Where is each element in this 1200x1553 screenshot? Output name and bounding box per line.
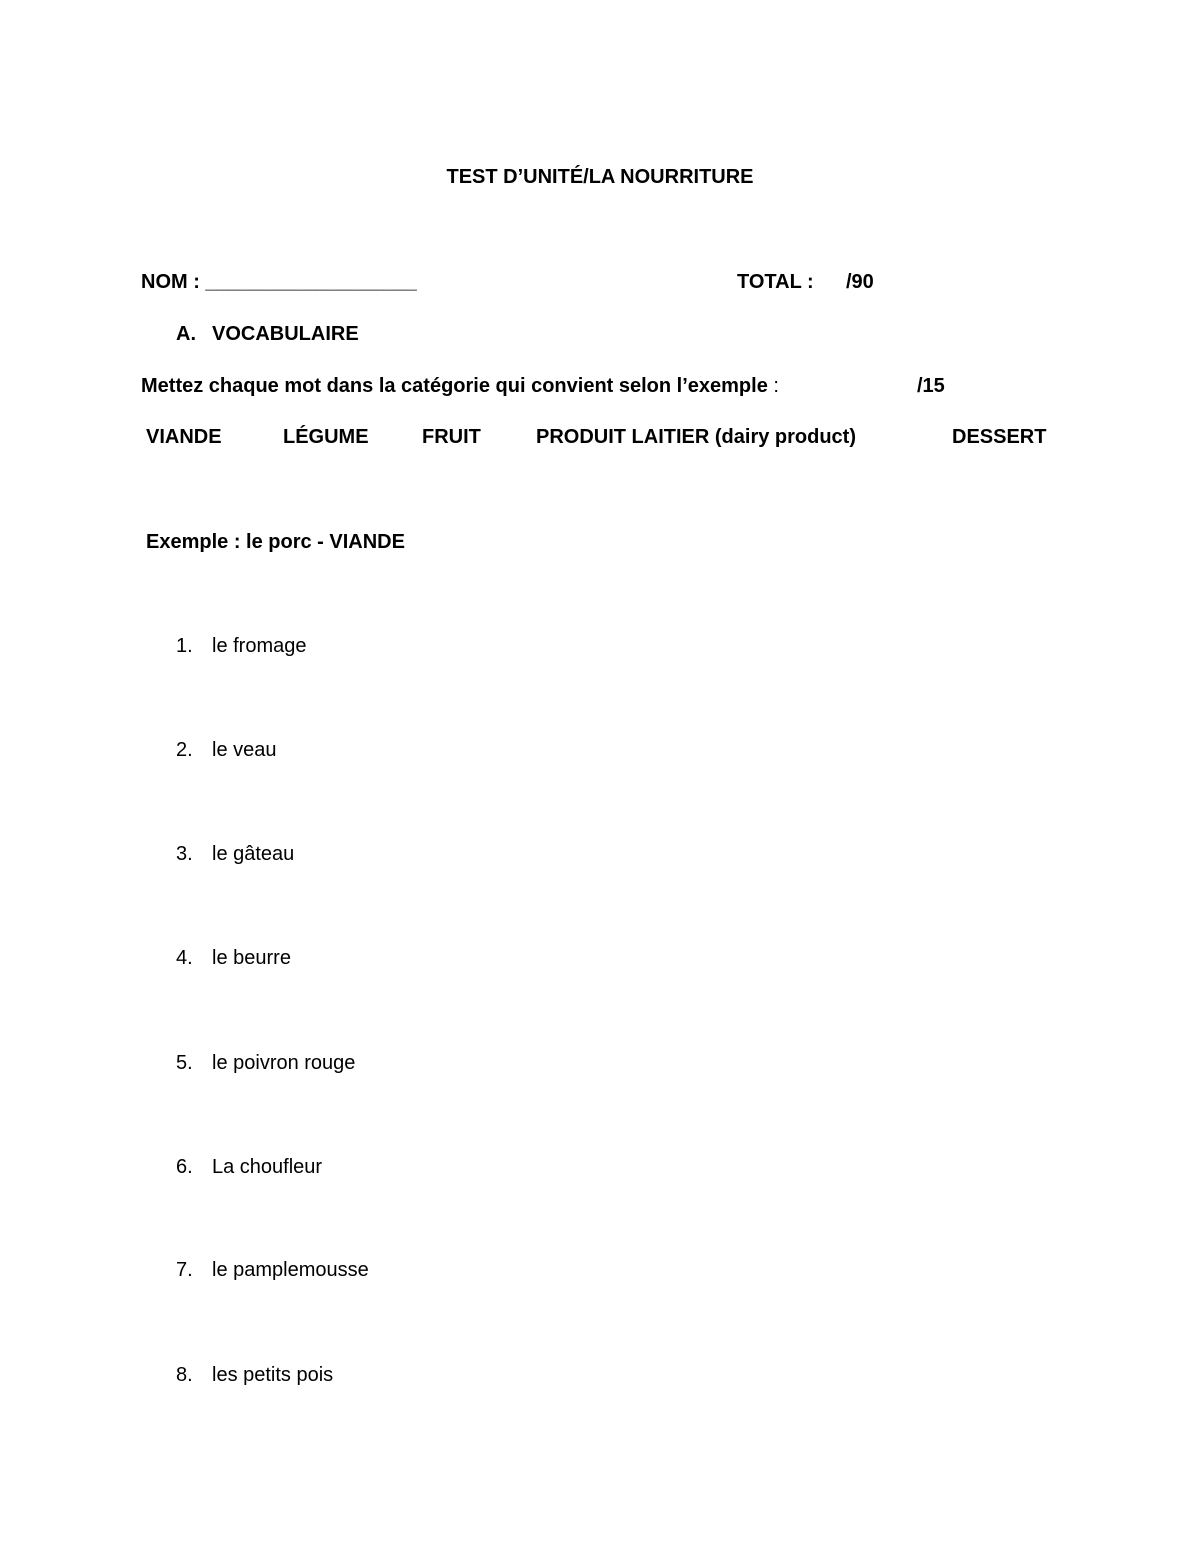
list-item-text: les petits pois [212,1364,334,1386]
category-legume: LÉGUME [283,426,369,448]
list-item-number: 8. [176,1364,193,1386]
category-produit-laitier: PRODUIT LAITIER (dairy product) [536,426,856,448]
list-item-text: le fromage [212,635,307,657]
category-viande: VIANDE [146,426,222,448]
list-item-text: le poivron rouge [212,1052,356,1074]
list-item-number: 5. [176,1052,193,1074]
list-item-number: 2. [176,739,193,761]
list-item-number: 4. [176,947,193,969]
list-item [176,1364,333,1387]
list-item [176,739,277,762]
list-item-text: le pamplemousse [212,1259,369,1281]
list-item-text: le veau [212,739,277,761]
instruction-colon: : [773,375,779,397]
list-item-text: le gâteau [212,843,295,865]
list-item [176,947,291,970]
instruction-line [141,375,779,398]
list-item [176,1052,355,1075]
list-item-number: 7. [176,1259,193,1281]
list-item-number: 1. [176,635,193,657]
list-item-number: 3. [176,843,193,865]
list-item [176,635,307,658]
category-dessert: DESSERT [952,426,1047,448]
section-letter: A. [176,323,196,345]
section-heading: VOCABULAIRE [212,323,359,345]
list-item [176,1156,322,1179]
section-score: /15 [917,375,945,397]
list-item-text: le beurre [212,947,291,969]
name-field-label: NOM : ___________________ [141,271,417,293]
example-line: Exemple : le porc - VIANDE [146,531,405,553]
category-fruit: FRUIT [422,426,481,448]
total-score: /90 [846,271,874,293]
total-label: TOTAL : [737,271,814,293]
document-title: TEST D’UNITÉ/LA NOURRITURE [446,166,754,188]
instruction-text: Mettez chaque mot dans la catégorie qui convient selon l’exemple [141,375,768,397]
list-item-number: 6. [176,1156,193,1178]
list-item [176,1259,369,1282]
list-item [176,843,294,866]
list-item-text: La choufleur [212,1156,323,1178]
